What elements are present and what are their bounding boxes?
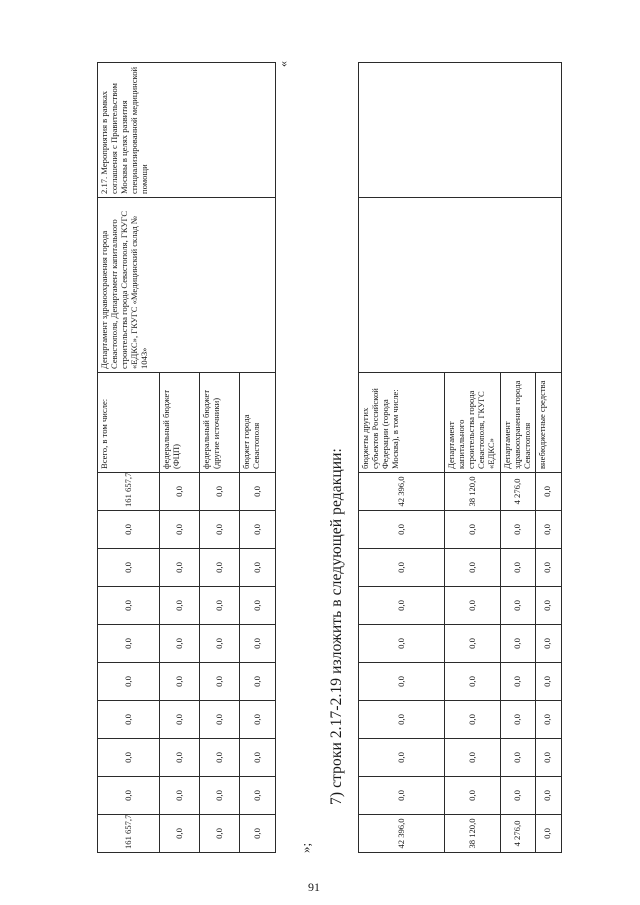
page-number: 91 bbox=[308, 880, 320, 894]
value-cell: 0,0 bbox=[200, 663, 240, 701]
value-cell: 0,0 bbox=[160, 511, 200, 549]
budget-table-continuation bbox=[358, 62, 562, 853]
value-cell: 0,0 bbox=[160, 663, 200, 701]
value-cell: 0,0 bbox=[98, 777, 160, 815]
value-cell: 0,0 bbox=[501, 511, 536, 549]
value-cell: 0,0 bbox=[445, 701, 501, 739]
empty-measure-cell bbox=[359, 63, 562, 198]
value-cell: 161 657,7 bbox=[98, 473, 160, 511]
value-cell: 0,0 bbox=[160, 701, 200, 739]
value-cell: 0,0 bbox=[445, 549, 501, 587]
value-cell: 0,0 bbox=[501, 739, 536, 777]
value-cell: 0,0 bbox=[501, 587, 536, 625]
value-cell: 0,0 bbox=[98, 739, 160, 777]
value-cell: 0,0 bbox=[535, 777, 561, 815]
value-cell: 0,0 bbox=[200, 739, 240, 777]
value-cell: 0,0 bbox=[98, 587, 160, 625]
source-label: федеральный бюджет (ФЦП) bbox=[160, 373, 200, 473]
source-label: Департамент капитального строительства города Севастополя, ГКУГС «ЕДКС» bbox=[445, 373, 501, 473]
value-cell: 0,0 bbox=[501, 625, 536, 663]
value-cell: 38 120,0 bbox=[445, 815, 501, 853]
value-cell: 0,0 bbox=[359, 625, 445, 663]
budget-table-row-2-17 bbox=[97, 62, 276, 853]
empty-executor-cell bbox=[359, 198, 562, 373]
value-cell: 0,0 bbox=[200, 549, 240, 587]
value-cell: 161 657,7 bbox=[98, 815, 160, 853]
value-cell: 0,0 bbox=[160, 549, 200, 587]
value-cell: 0,0 bbox=[98, 625, 160, 663]
value-cell: 0,0 bbox=[359, 739, 445, 777]
value-cell: 0,0 bbox=[535, 511, 561, 549]
value-cell: 0,0 bbox=[240, 815, 276, 853]
value-cell: 0,0 bbox=[535, 549, 561, 587]
value-cell: 0,0 bbox=[535, 587, 561, 625]
value-cell: 0,0 bbox=[240, 739, 276, 777]
source-label: Всего, в том числе: bbox=[98, 373, 160, 473]
value-cell: 0,0 bbox=[240, 587, 276, 625]
value-cell: 0,0 bbox=[359, 587, 445, 625]
value-cell: 38 120,0 bbox=[445, 473, 501, 511]
value-cell: 0,0 bbox=[240, 777, 276, 815]
value-cell: 0,0 bbox=[160, 625, 200, 663]
executor-cell: Департамент здравоохранения города Севастополя, Департамент капитального строительства города Севастополя, ГКУГС «ЕДКС», ГКУГС «Медицинский склад № 1043» bbox=[98, 198, 276, 373]
value-cell: 0,0 bbox=[501, 663, 536, 701]
source-label: федеральный бюджет (другие источники) bbox=[200, 373, 240, 473]
value-cell: 0,0 bbox=[445, 739, 501, 777]
value-cell: 42 396,0 bbox=[359, 815, 445, 853]
value-cell: 0,0 bbox=[445, 587, 501, 625]
value-cell: 0,0 bbox=[501, 549, 536, 587]
table-row bbox=[98, 63, 160, 853]
value-cell: 0,0 bbox=[200, 473, 240, 511]
value-cell: 0,0 bbox=[98, 663, 160, 701]
value-cell: 0,0 bbox=[98, 549, 160, 587]
opening-quote: « bbox=[276, 61, 290, 67]
value-cell: 0,0 bbox=[535, 815, 561, 853]
value-cell: 0,0 bbox=[200, 587, 240, 625]
value-cell: 0,0 bbox=[359, 663, 445, 701]
source-label: Департамент здравоохранения города Севастополя bbox=[501, 373, 536, 473]
measure-cell: 2.17. Мероприятия в рамках соглашения с Правительством Москвы в целях развития специализированной медицинской помощи bbox=[98, 63, 276, 198]
value-cell: 0,0 bbox=[240, 663, 276, 701]
value-cell: 0,0 bbox=[240, 701, 276, 739]
closing-quote: »; bbox=[298, 842, 313, 853]
value-cell: 0,0 bbox=[445, 625, 501, 663]
value-cell: 0,0 bbox=[200, 511, 240, 549]
value-cell: 0,0 bbox=[535, 739, 561, 777]
value-cell: 0,0 bbox=[160, 777, 200, 815]
value-cell: 4 276,0 bbox=[501, 815, 536, 853]
value-cell: 0,0 bbox=[359, 549, 445, 587]
value-cell: 0,0 bbox=[200, 701, 240, 739]
section-heading: 7) строки 2.17-2.19 изложить в следующей редакции: bbox=[328, 448, 345, 805]
value-cell: 0,0 bbox=[535, 701, 561, 739]
value-cell: 0,0 bbox=[359, 777, 445, 815]
value-cell: 0,0 bbox=[359, 701, 445, 739]
source-label: бюджеты других субъектов Российской Федерации (города Москва), в том числе: bbox=[359, 373, 445, 473]
value-cell: 0,0 bbox=[240, 473, 276, 511]
value-cell: 0,0 bbox=[240, 549, 276, 587]
value-cell: 0,0 bbox=[240, 511, 276, 549]
value-cell: 0,0 bbox=[445, 511, 501, 549]
value-cell: 42 396,0 bbox=[359, 473, 445, 511]
value-cell: 0,0 bbox=[535, 473, 561, 511]
value-cell: 0,0 bbox=[445, 663, 501, 701]
value-cell: 0,0 bbox=[160, 473, 200, 511]
value-cell: 0,0 bbox=[160, 815, 200, 853]
value-cell: 0,0 bbox=[200, 777, 240, 815]
value-cell: 0,0 bbox=[98, 511, 160, 549]
source-label: внебюджетные средства bbox=[535, 373, 561, 473]
table-row bbox=[359, 63, 445, 853]
source-label: бюджет города Севастополя bbox=[240, 373, 276, 473]
value-cell: 0,0 bbox=[501, 777, 536, 815]
value-cell: 4 276,0 bbox=[501, 473, 536, 511]
value-cell: 0,0 bbox=[160, 587, 200, 625]
value-cell: 0,0 bbox=[200, 625, 240, 663]
value-cell: 0,0 bbox=[160, 739, 200, 777]
value-cell: 0,0 bbox=[445, 777, 501, 815]
value-cell: 0,0 bbox=[501, 701, 536, 739]
value-cell: 0,0 bbox=[535, 625, 561, 663]
value-cell: 0,0 bbox=[240, 625, 276, 663]
value-cell: 0,0 bbox=[98, 701, 160, 739]
value-cell: 0,0 bbox=[200, 815, 240, 853]
value-cell: 0,0 bbox=[359, 511, 445, 549]
value-cell: 0,0 bbox=[535, 663, 561, 701]
